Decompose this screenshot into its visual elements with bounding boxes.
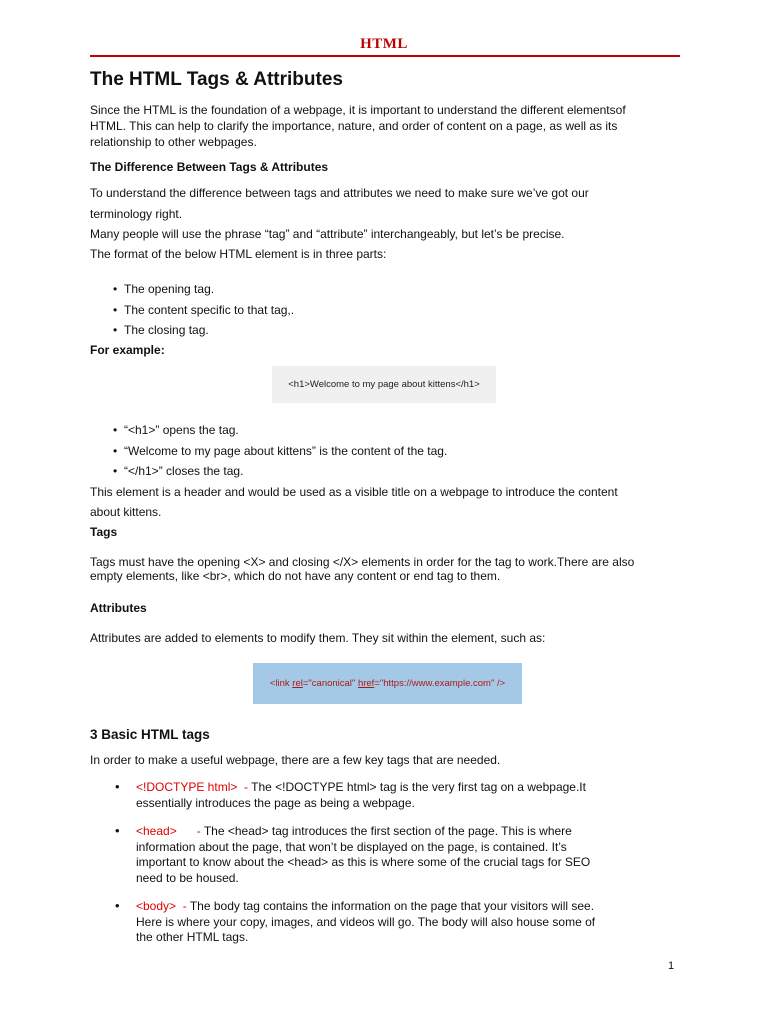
attributes-text: Attributes are added to elements to modify them. They sit within the element, such as: xyxy=(90,631,546,645)
example-explain-line-2: about kittens. xyxy=(90,505,162,519)
tags-heading: Tags xyxy=(90,525,118,539)
intro-line-1: Since the HTML is the foundation of a webpage, it is important to understand the different elementsof xyxy=(90,103,626,117)
example-code-image: <h1>Welcome to my page about kittens</h1> xyxy=(272,366,496,403)
attributes-heading: Attributes xyxy=(90,601,147,615)
attribute-code-image: <link rel="canonical" href="https://www.example.com" /> xyxy=(253,663,522,704)
list-item: • The opening tag. xyxy=(124,281,214,297)
example-label: For example: xyxy=(90,343,165,357)
tag-name: <!DOCTYPE html> xyxy=(136,780,238,794)
page-number: 1 xyxy=(668,960,675,972)
intro-line-3: relationship to other webpages. xyxy=(90,135,257,149)
list-item: • The content specific to that tag,. xyxy=(124,302,294,318)
example-explain-line-1: This element is a header and would be used as a visible title on a webpage to introduce the content xyxy=(90,485,618,499)
page-title: The HTML Tags & Attributes xyxy=(90,69,343,90)
list-item: • <head> - The <head> tag introduces the first section of the page. This is where information about the page, that won’t be displayed on the page, is contained. It’s important to know about the <head> as this is where some of the crucial tags for SEO need to be housed. xyxy=(115,823,591,885)
list-item: • “Welcome to my page about kittens” is the content of the tag. xyxy=(124,443,447,459)
list-item: • “<h1>” opens the tag. xyxy=(124,422,239,438)
basic-tags-heading: 3 Basic HTML tags xyxy=(90,727,210,742)
difference-line-2: terminology right. xyxy=(90,207,183,221)
header-title: HTML xyxy=(360,36,408,52)
difference-heading: The Difference Between Tags & Attributes xyxy=(90,160,329,174)
intro-line-2: HTML. This can help to clarify the importance, nature, and order of content on a page, as well as its xyxy=(90,119,618,133)
tags-text-line-2: empty elements, like <br>, which do not have any content or end tag to them. xyxy=(90,569,501,583)
tag-name: <body> xyxy=(136,899,177,913)
list-item: • <body> - The body tag contains the information on the page that your visitors will see. Here is where your copy, images, and videos will go. The body will also house some of the other HTML tags. xyxy=(115,898,596,944)
difference-line-3: Many people will use the phrase “tag” and “attribute” interchangeably, but let’s be precise. xyxy=(90,227,565,241)
list-item: • The closing tag. xyxy=(124,322,209,338)
difference-line-4: The format of the below HTML element is in three parts: xyxy=(90,247,387,261)
tag-name: <head> xyxy=(136,824,177,838)
difference-line-1: To understand the difference between tags and attributes we need to make sure we’ve got our xyxy=(90,186,589,200)
tags-text-line-1: Tags must have the opening <X> and closing </X> elements in order for the tag to work.There are also xyxy=(90,555,635,569)
basic-tags-intro: In order to make a useful webpage, there are a few key tags that are needed. xyxy=(90,753,501,767)
list-item: • <!DOCTYPE html> - The <!DOCTYPE html> tag is the very first tag on a webpage.It essentially introduces the page as being a webpage. xyxy=(115,779,586,810)
header-rule xyxy=(90,55,680,57)
list-item: • “</h1>” closes the tag. xyxy=(124,463,243,479)
